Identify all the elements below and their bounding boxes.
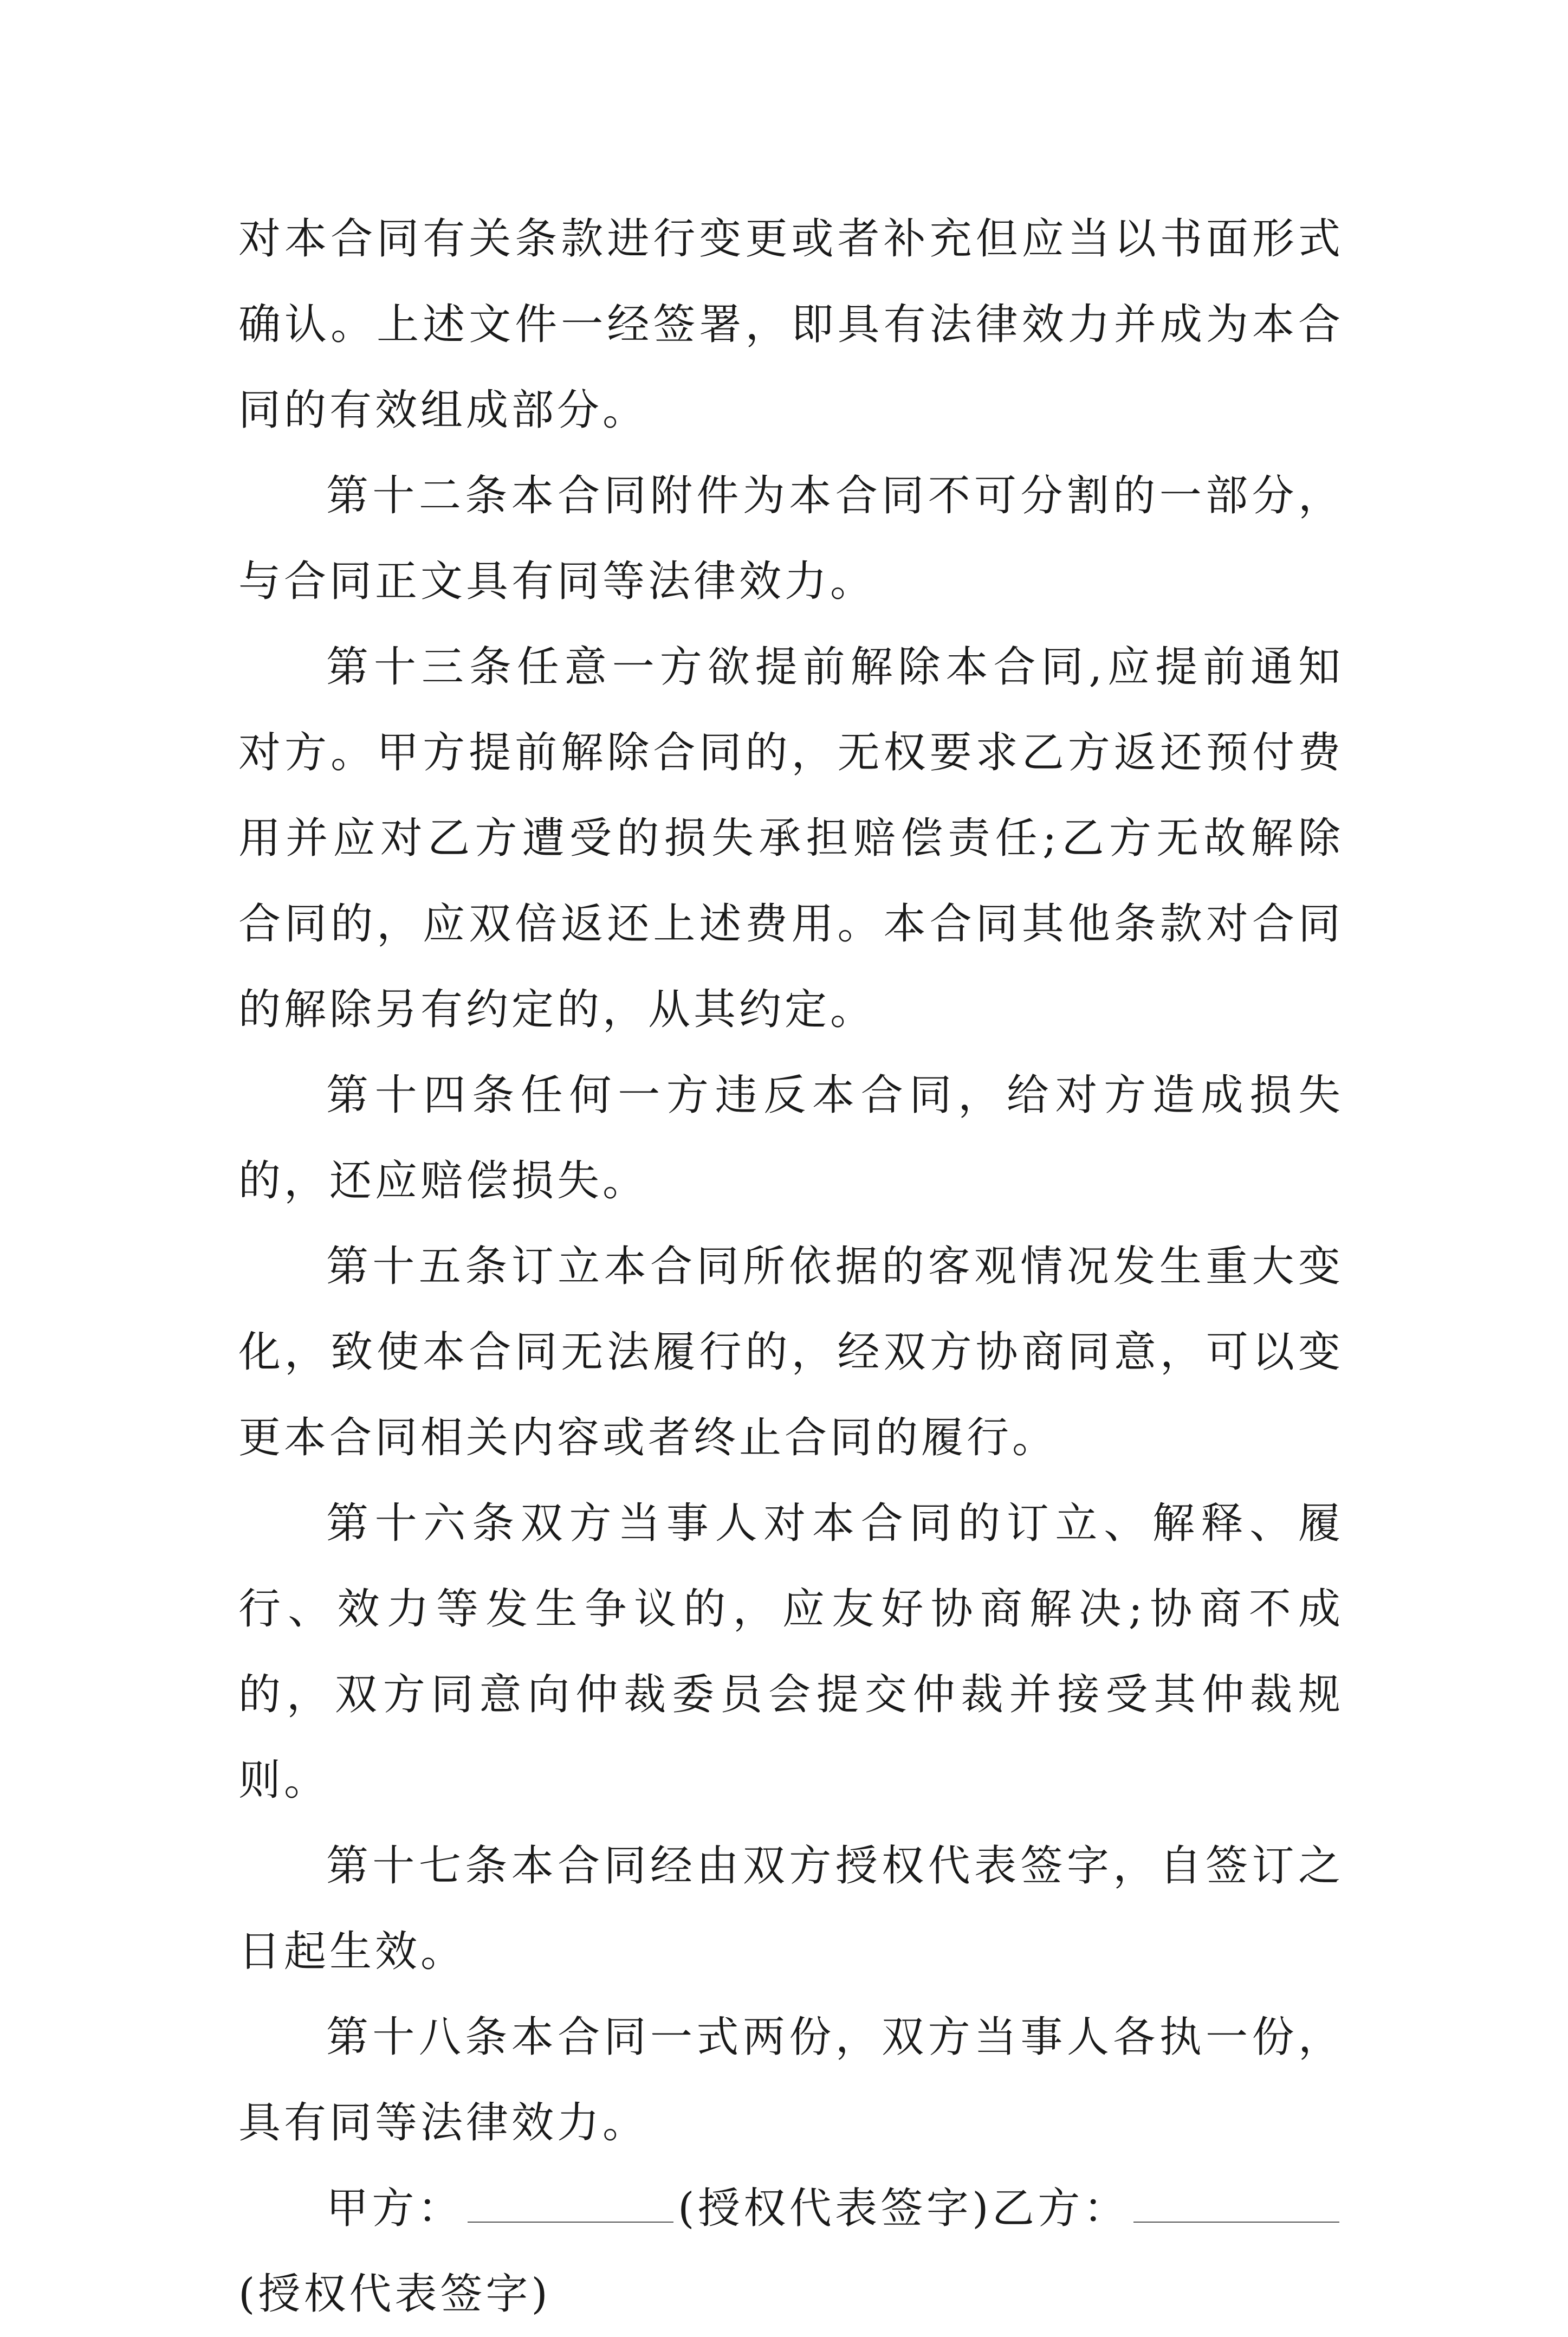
party-b-signature-note: (授权代表签字) bbox=[238, 2270, 551, 2319]
clause-17: 第十七条本合同经由双方授权代表签字，自签订之日起生效。 bbox=[238, 1842, 1344, 1976]
clause-15: 第十五条订立本合同所依据的客观情况发生重大变化，致使本合同无法履行的，经双方协商同意，可以变更本合同相关内容或者终止合同的履行。 bbox=[238, 1242, 1344, 1462]
party-a-signature-line bbox=[468, 2186, 673, 2223]
party-b-signature-line bbox=[1133, 2186, 1339, 2223]
signature-block bbox=[238, 2166, 1344, 2337]
party-a-label: 甲方： bbox=[326, 2184, 464, 2233]
clause-16: 第十六条双方当事人对本合同的订立、解释、履行、效力等发生争议的，应友好协商解决;协商不成的，双方同意向仲裁委员会提交仲裁并接受其仲裁规则。 bbox=[238, 1499, 1344, 1805]
clause-13: 第十三条任意一方欲提前解除本合同,应提前通知对方。甲方提前解除合同的，无权要求乙方返还预付费用并应对乙方遭受的损失承担赔偿责任;乙方无故解除合同的，应双倍返还上述费用。本合同其他条款对合同的解除另有约定的，从其约定。 bbox=[238, 643, 1344, 1034]
party-b-label: 乙方： bbox=[992, 2184, 1129, 2233]
clause-18: 第十八条本合同一式两份，双方当事人各执一份，具有同等法律效力。 bbox=[238, 2013, 1344, 2147]
clause-14: 第十四条任何一方违反本合同，给对方造成损失的，还应赔偿损失。 bbox=[238, 1071, 1344, 1205]
clause-12: 第十二条本合同附件为本合同不可分割的一部分，与合同正文具有同等法律效力。 bbox=[238, 472, 1344, 606]
paragraph-continuation: 对本合同有关条款进行变更或者补充但应当以书面形式确认。上述文件一经签署，即具有法律效力并成为本合同的有效组成部分。 bbox=[238, 215, 1344, 435]
party-a-signature-note: (授权代表签字) bbox=[678, 2184, 992, 2233]
contract-body bbox=[238, 196, 1344, 2337]
